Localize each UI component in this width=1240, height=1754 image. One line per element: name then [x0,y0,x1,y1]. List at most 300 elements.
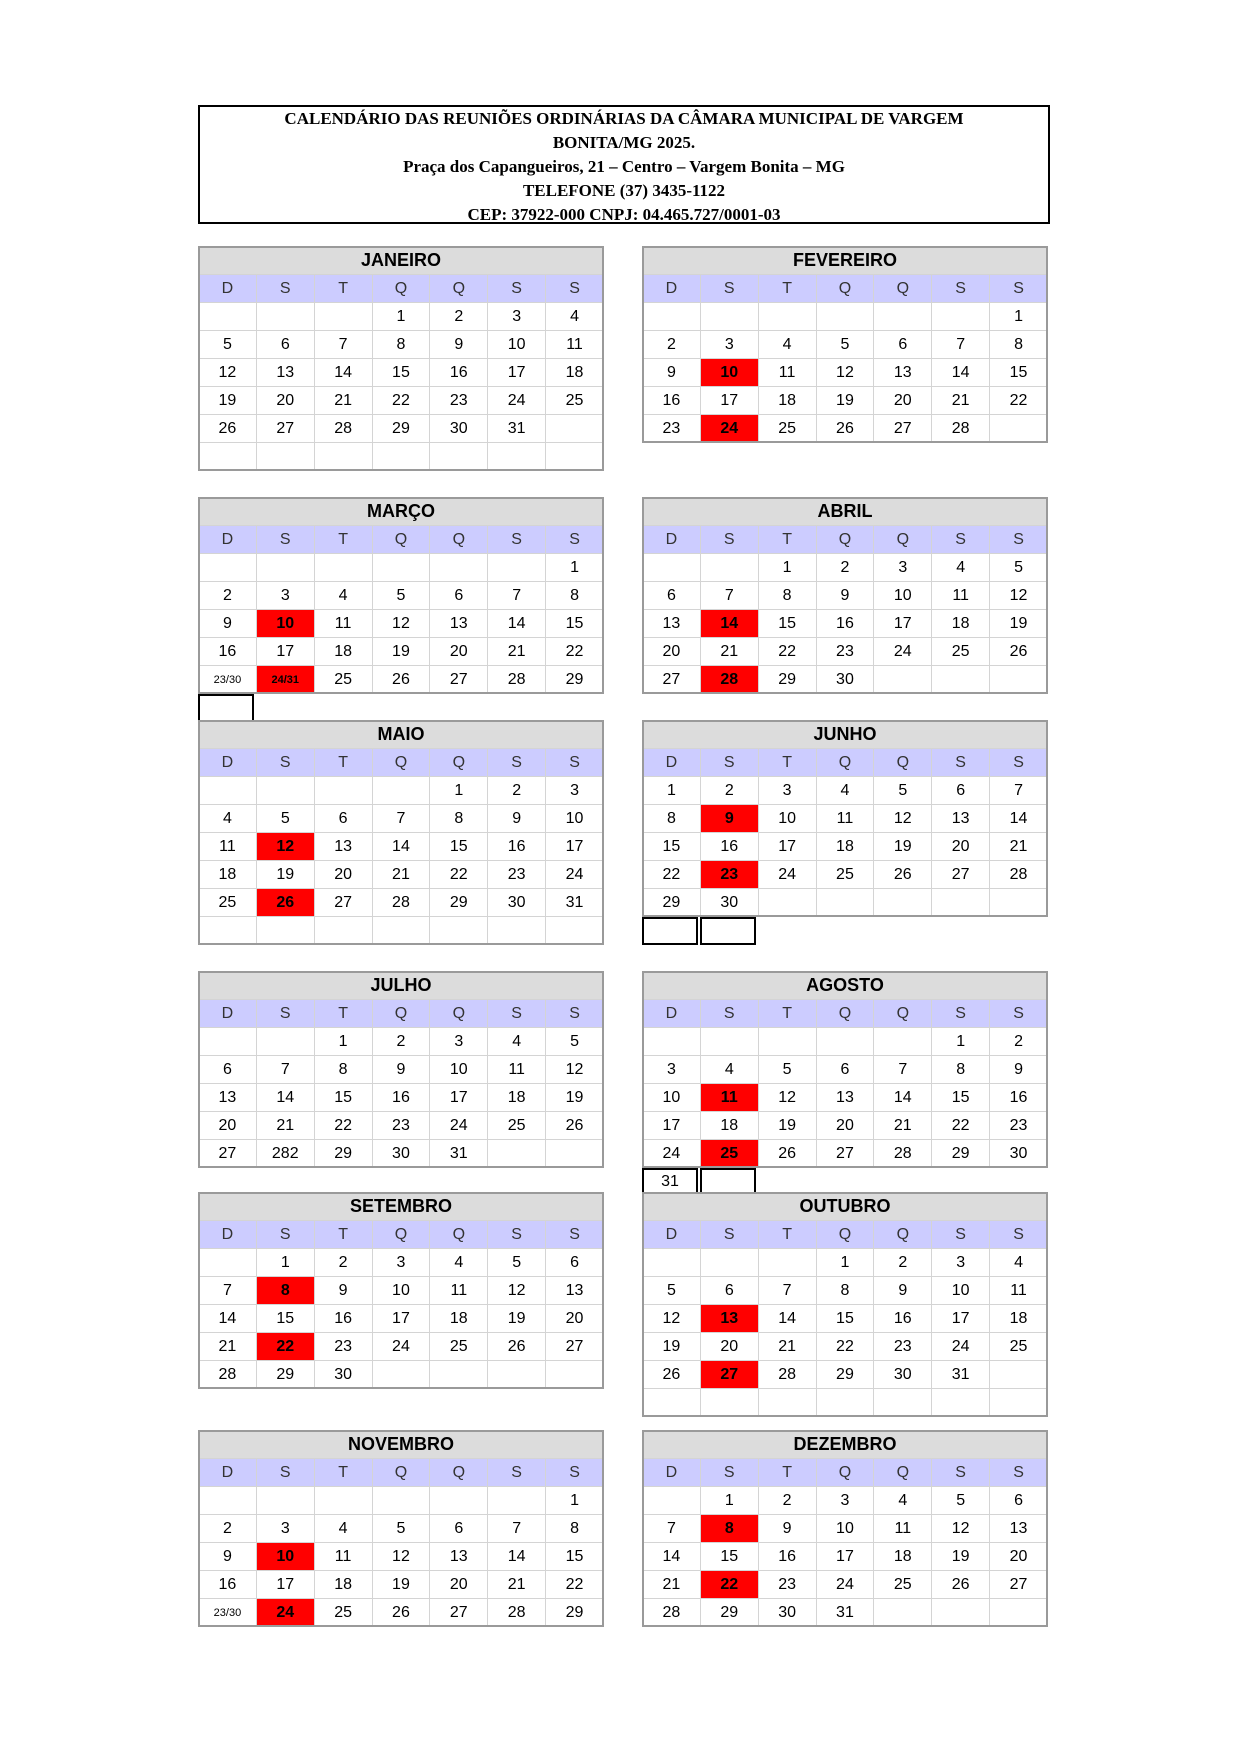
day-cell: 18 [758,387,816,415]
day-cell: 15 [314,1084,372,1112]
day-cell: 22 [643,861,701,889]
weekday-label: Q [816,1000,874,1028]
week-row [643,805,1048,833]
day-cell: 26 [758,1140,816,1168]
day-cell: 3 [546,777,604,805]
day-cell: 14 [372,833,430,861]
day-cell: 12 [758,1084,816,1112]
weekday-label: T [314,1000,372,1028]
weekday-label: Q [372,275,430,303]
day-cell: 16 [199,638,257,666]
day-cell: 28 [488,1599,546,1627]
meeting-day-cell: 10 [700,359,758,387]
day-cell: 30 [990,1140,1048,1168]
day-cell: 21 [700,638,758,666]
day-cell: 17 [256,1571,314,1599]
meeting-day-cell: 25 [700,1140,758,1168]
empty-day-cell [700,1389,758,1417]
day-cell: 2 [816,554,874,582]
day-cell: 23 [430,387,488,415]
empty-day-cell [314,1487,372,1515]
day-cell: 10 [932,1277,990,1305]
day-cell: 20 [700,1333,758,1361]
week-row [643,861,1048,889]
month-6 [198,971,604,1168]
month-title: DEZEMBRO [643,1431,1048,1459]
day-cell: 7 [758,1277,816,1305]
empty-day-cell [199,303,257,331]
weekday-label: S [256,749,314,777]
day-cell: 21 [990,833,1048,861]
day-cell: 17 [372,1305,430,1333]
empty-day-cell [643,554,701,582]
weekday-label: Q [874,1000,932,1028]
day-cell: 16 [643,387,701,415]
day-cell: 28 [314,415,372,443]
empty-day-cell [256,554,314,582]
day-cell: 1 [372,303,430,331]
day-cell: 2 [643,331,701,359]
meeting-day-cell: 27 [700,1361,758,1389]
day-cell: 22 [990,387,1048,415]
empty-day-cell [314,554,372,582]
empty-day-cell [314,303,372,331]
day-cell: 20 [816,1112,874,1140]
empty-day-cell [874,889,932,917]
weekday-label: S [932,275,990,303]
day-cell: 15 [546,1543,604,1571]
month-2 [198,497,604,694]
day-cell: 17 [430,1084,488,1112]
weekday-label: D [199,526,257,554]
day-cell: 28 [758,1361,816,1389]
weekday-label: S [546,749,604,777]
empty-day-cell [700,1028,758,1056]
month-table [198,497,604,694]
week-row [643,303,1048,331]
day-cell: 25 [488,1112,546,1140]
day-cell: 22 [758,638,816,666]
day-cell: 17 [758,833,816,861]
day-cell: 9 [199,610,257,638]
day-cell: 7 [932,331,990,359]
day-cell: 15 [816,1305,874,1333]
weekday-label: S [546,526,604,554]
day-cell: 13 [430,1543,488,1571]
empty-day-cell [314,917,372,945]
weekday-label: S [700,1000,758,1028]
empty-day-cell [932,1599,990,1627]
day-cell: 6 [199,1056,257,1084]
empty-day-cell [874,1599,932,1627]
week-row [199,1333,604,1361]
month-11 [642,1430,1048,1627]
day-cell: 26 [372,1599,430,1627]
empty-day-cell [932,889,990,917]
day-cell: 5 [816,331,874,359]
day-cell: 2 [990,1028,1048,1056]
day-cell: 13 [816,1084,874,1112]
day-cell: 11 [990,1277,1048,1305]
empty-day-cell [372,554,430,582]
day-cell: 5 [546,1028,604,1056]
day-cell: 30 [314,1361,372,1389]
day-cell: 10 [488,331,546,359]
month-title: FEVEREIRO [643,247,1048,275]
week-row [199,861,604,889]
weekday-label: S [700,526,758,554]
day-cell: 27 [643,666,701,694]
day-cell: 1 [430,777,488,805]
weekday-row [199,1221,604,1249]
weekday-label: Q [430,526,488,554]
month-title: ABRIL [643,498,1048,526]
day-cell: 17 [488,359,546,387]
day-cell: 28 [874,1140,932,1168]
month-title: OUTUBRO [643,1193,1048,1221]
weekday-label: T [758,1000,816,1028]
day-cell: 25 [314,1599,372,1627]
weekday-label: D [643,1000,701,1028]
day-cell: 9 [816,582,874,610]
day-cell: 21 [314,387,372,415]
weekday-label: Q [372,1221,430,1249]
day-cell: 9 [874,1277,932,1305]
day-cell: 16 [990,1084,1048,1112]
week-row [199,917,604,945]
day-cell: 3 [430,1028,488,1056]
day-cell: 13 [314,833,372,861]
day-cell: 26 [932,1571,990,1599]
empty-day-cell [199,917,257,945]
empty-day-cell [199,554,257,582]
week-row [199,1084,604,1112]
day-cell: 21 [372,861,430,889]
empty-day-cell [256,443,314,471]
week-row [199,1361,604,1389]
empty-day-cell [643,303,701,331]
day-cell: 18 [990,1305,1048,1333]
empty-day-cell [488,1487,546,1515]
day-cell: 25 [932,638,990,666]
week-row [643,889,1048,917]
day-cell: 10 [643,1084,701,1112]
meeting-day-cell: 8 [256,1277,314,1305]
day-cell: 11 [932,582,990,610]
weekday-label: T [314,1221,372,1249]
day-cell: 28 [372,889,430,917]
empty-day-cell [990,889,1048,917]
weekday-label: S [932,749,990,777]
weekday-label: Q [430,1000,488,1028]
month-table [642,971,1048,1168]
month-title: MARÇO [199,498,604,526]
week-row [199,1112,604,1140]
day-cell: 23 [488,861,546,889]
week-row [199,666,604,694]
day-cell: 2 [199,582,257,610]
weekday-label: Q [816,1221,874,1249]
day-cell: 19 [488,1305,546,1333]
day-cell: 7 [488,582,546,610]
week-row [643,1333,1048,1361]
week-row [643,1487,1048,1515]
day-cell: 2 [372,1028,430,1056]
weekday-label: T [314,1459,372,1487]
day-cell: 20 [256,387,314,415]
day-cell: 31 [816,1599,874,1627]
day-cell: 30 [488,889,546,917]
day-cell: 1 [758,554,816,582]
weekday-label: Q [816,275,874,303]
empty-day-cell [816,1028,874,1056]
day-cell: 15 [990,359,1048,387]
day-cell: 3 [256,1515,314,1543]
month-4 [198,720,604,945]
weekday-label: Q [874,1459,932,1487]
day-cell: 28 [488,666,546,694]
weekday-label: S [546,1221,604,1249]
day-cell: 9 [643,359,701,387]
day-cell: 28 [643,1599,701,1627]
empty-day-cell [700,1249,758,1277]
weekday-label: S [488,1000,546,1028]
day-cell: 10 [874,582,932,610]
weekday-label: T [314,275,372,303]
day-cell: 4 [314,582,372,610]
day-cell: 19 [256,861,314,889]
day-cell: 13 [643,610,701,638]
day-cell: 6 [546,1249,604,1277]
weekday-row [643,526,1048,554]
day-cell: 23 [643,415,701,443]
day-cell: 14 [990,805,1048,833]
day-cell: 20 [874,387,932,415]
week-row [199,833,604,861]
header-title-line1: CALENDÁRIO DAS REUNIÕES ORDINÁRIAS DA CÂMARA MUNICIPAL DE VARGEM [284,109,964,128]
meeting-day-cell: 22 [256,1333,314,1361]
empty-day-cell [932,1389,990,1417]
day-cell: 9 [758,1515,816,1543]
day-cell: 19 [874,833,932,861]
day-cell: 14 [932,359,990,387]
meeting-day-cell: 28 [700,666,758,694]
day-cell: 16 [430,359,488,387]
empty-day-cell [874,1028,932,1056]
weekday-label: Q [372,1000,430,1028]
meeting-day-cell: 11 [700,1084,758,1112]
empty-day-cell [643,1249,701,1277]
day-cell: 4 [990,1249,1048,1277]
day-cell: 27 [314,889,372,917]
month-table [642,1192,1048,1417]
day-cell: 7 [874,1056,932,1084]
day-cell: 10 [758,805,816,833]
header-title-line2: BONITA/MG 2025. [552,133,696,152]
weekday-label: S [700,749,758,777]
day-cell: 19 [758,1112,816,1140]
meeting-day-cell: 9 [700,805,758,833]
week-row [643,1140,1048,1168]
empty-day-cell [256,917,314,945]
day-cell: 14 [874,1084,932,1112]
day-cell: 29 [314,1140,372,1168]
weekday-label: T [314,749,372,777]
day-cell: 22 [314,1112,372,1140]
day-cell: 24 [874,638,932,666]
empty-day-cell [643,1389,701,1417]
empty-day-cell [816,1389,874,1417]
day-cell: 16 [372,1084,430,1112]
day-cell: 4 [874,1487,932,1515]
day-cell: 11 [488,1056,546,1084]
day-cell: 18 [488,1084,546,1112]
day-cell: 14 [488,1543,546,1571]
week-row [643,1515,1048,1543]
day-cell: 9 [430,331,488,359]
day-cell: 20 [990,1543,1048,1571]
week-row [199,1487,604,1515]
weekday-label: D [199,749,257,777]
day-cell: 16 [314,1305,372,1333]
empty-day-cell [199,1249,257,1277]
day-cell: 18 [314,1571,372,1599]
day-cell: 1 [256,1249,314,1277]
empty-overflow-cell [642,917,698,945]
day-cell: 2 [874,1249,932,1277]
empty-day-cell [546,1140,604,1168]
empty-day-cell [546,917,604,945]
day-cell: 1 [546,1487,604,1515]
day-cell: 12 [199,359,257,387]
day-cell: 14 [643,1543,701,1571]
weekday-label: S [990,1459,1048,1487]
day-cell: 3 [816,1487,874,1515]
weekday-label: T [758,275,816,303]
day-cell: 26 [816,415,874,443]
day-cell: 9 [199,1543,257,1571]
meeting-day-cell: 23 [700,861,758,889]
month-table [642,497,1048,694]
day-cell: 26 [372,666,430,694]
week-row [643,1305,1048,1333]
empty-day-cell [488,554,546,582]
day-cell: 5 [874,777,932,805]
day-cell: 29 [643,889,701,917]
week-row [199,443,604,471]
day-cell: 22 [932,1112,990,1140]
weekday-label: S [256,1000,314,1028]
weekday-row [199,526,604,554]
meeting-day-cell: 26 [256,889,314,917]
week-row [643,1389,1048,1417]
weekday-label: S [932,1459,990,1487]
day-cell: 3 [372,1249,430,1277]
meeting-day-cell: 13 [700,1305,758,1333]
day-cell: 23/30 [199,1599,257,1627]
empty-day-cell [314,777,372,805]
day-cell: 5 [199,331,257,359]
day-cell: 20 [430,1571,488,1599]
day-cell: 9 [372,1056,430,1084]
weekday-label: S [700,275,758,303]
day-cell: 9 [990,1056,1048,1084]
weekday-label: D [643,749,701,777]
day-cell: 28 [932,415,990,443]
day-cell: 4 [816,777,874,805]
weekday-label: S [488,275,546,303]
month-7 [642,971,1048,1190]
day-cell: 24 [546,861,604,889]
weekday-label: D [199,1459,257,1487]
empty-day-cell [758,889,816,917]
day-cell: 20 [932,833,990,861]
day-cell: 15 [643,833,701,861]
day-cell: 29 [546,666,604,694]
empty-day-cell [990,1599,1048,1627]
empty-day-cell [758,303,816,331]
day-cell: 13 [990,1515,1048,1543]
empty-day-cell [816,889,874,917]
empty-day-cell [816,303,874,331]
week-row [643,1599,1048,1627]
day-cell: 21 [758,1333,816,1361]
meeting-day-cell: 24/31 [256,666,314,694]
weekday-label: D [643,526,701,554]
empty-day-cell [488,443,546,471]
week-row [199,1028,604,1056]
day-cell: 3 [758,777,816,805]
day-cell: 3 [643,1056,701,1084]
weekday-row [199,1000,604,1028]
day-cell: 5 [256,805,314,833]
day-cell: 8 [816,1277,874,1305]
day-cell: 1 [314,1028,372,1056]
empty-day-cell [700,303,758,331]
day-cell: 7 [700,582,758,610]
day-cell: 3 [700,331,758,359]
month-9 [642,1192,1048,1417]
day-cell: 12 [488,1277,546,1305]
weekday-label: T [758,1221,816,1249]
day-cell: 15 [700,1543,758,1571]
weekday-label: S [932,526,990,554]
empty-day-cell [199,1487,257,1515]
weekday-row [643,275,1048,303]
day-cell: 8 [643,805,701,833]
day-cell: 27 [874,415,932,443]
day-cell: 24 [643,1140,701,1168]
day-cell: 22 [546,1571,604,1599]
day-cell: 6 [430,582,488,610]
day-cell: 15 [372,359,430,387]
day-cell: 2 [430,303,488,331]
day-cell: 5 [990,554,1048,582]
overflow-day-cell: 31 [642,1168,698,1196]
day-cell: 10 [430,1056,488,1084]
day-cell: 3 [488,303,546,331]
day-cell: 18 [700,1112,758,1140]
week-row [643,1028,1048,1056]
day-cell: 2 [700,777,758,805]
weekday-row [643,1000,1048,1028]
day-cell: 22 [546,638,604,666]
month-title: MAIO [199,721,604,749]
day-cell: 17 [700,387,758,415]
empty-day-cell [372,917,430,945]
month-title: SETEMBRO [199,1193,604,1221]
day-cell: 17 [874,610,932,638]
